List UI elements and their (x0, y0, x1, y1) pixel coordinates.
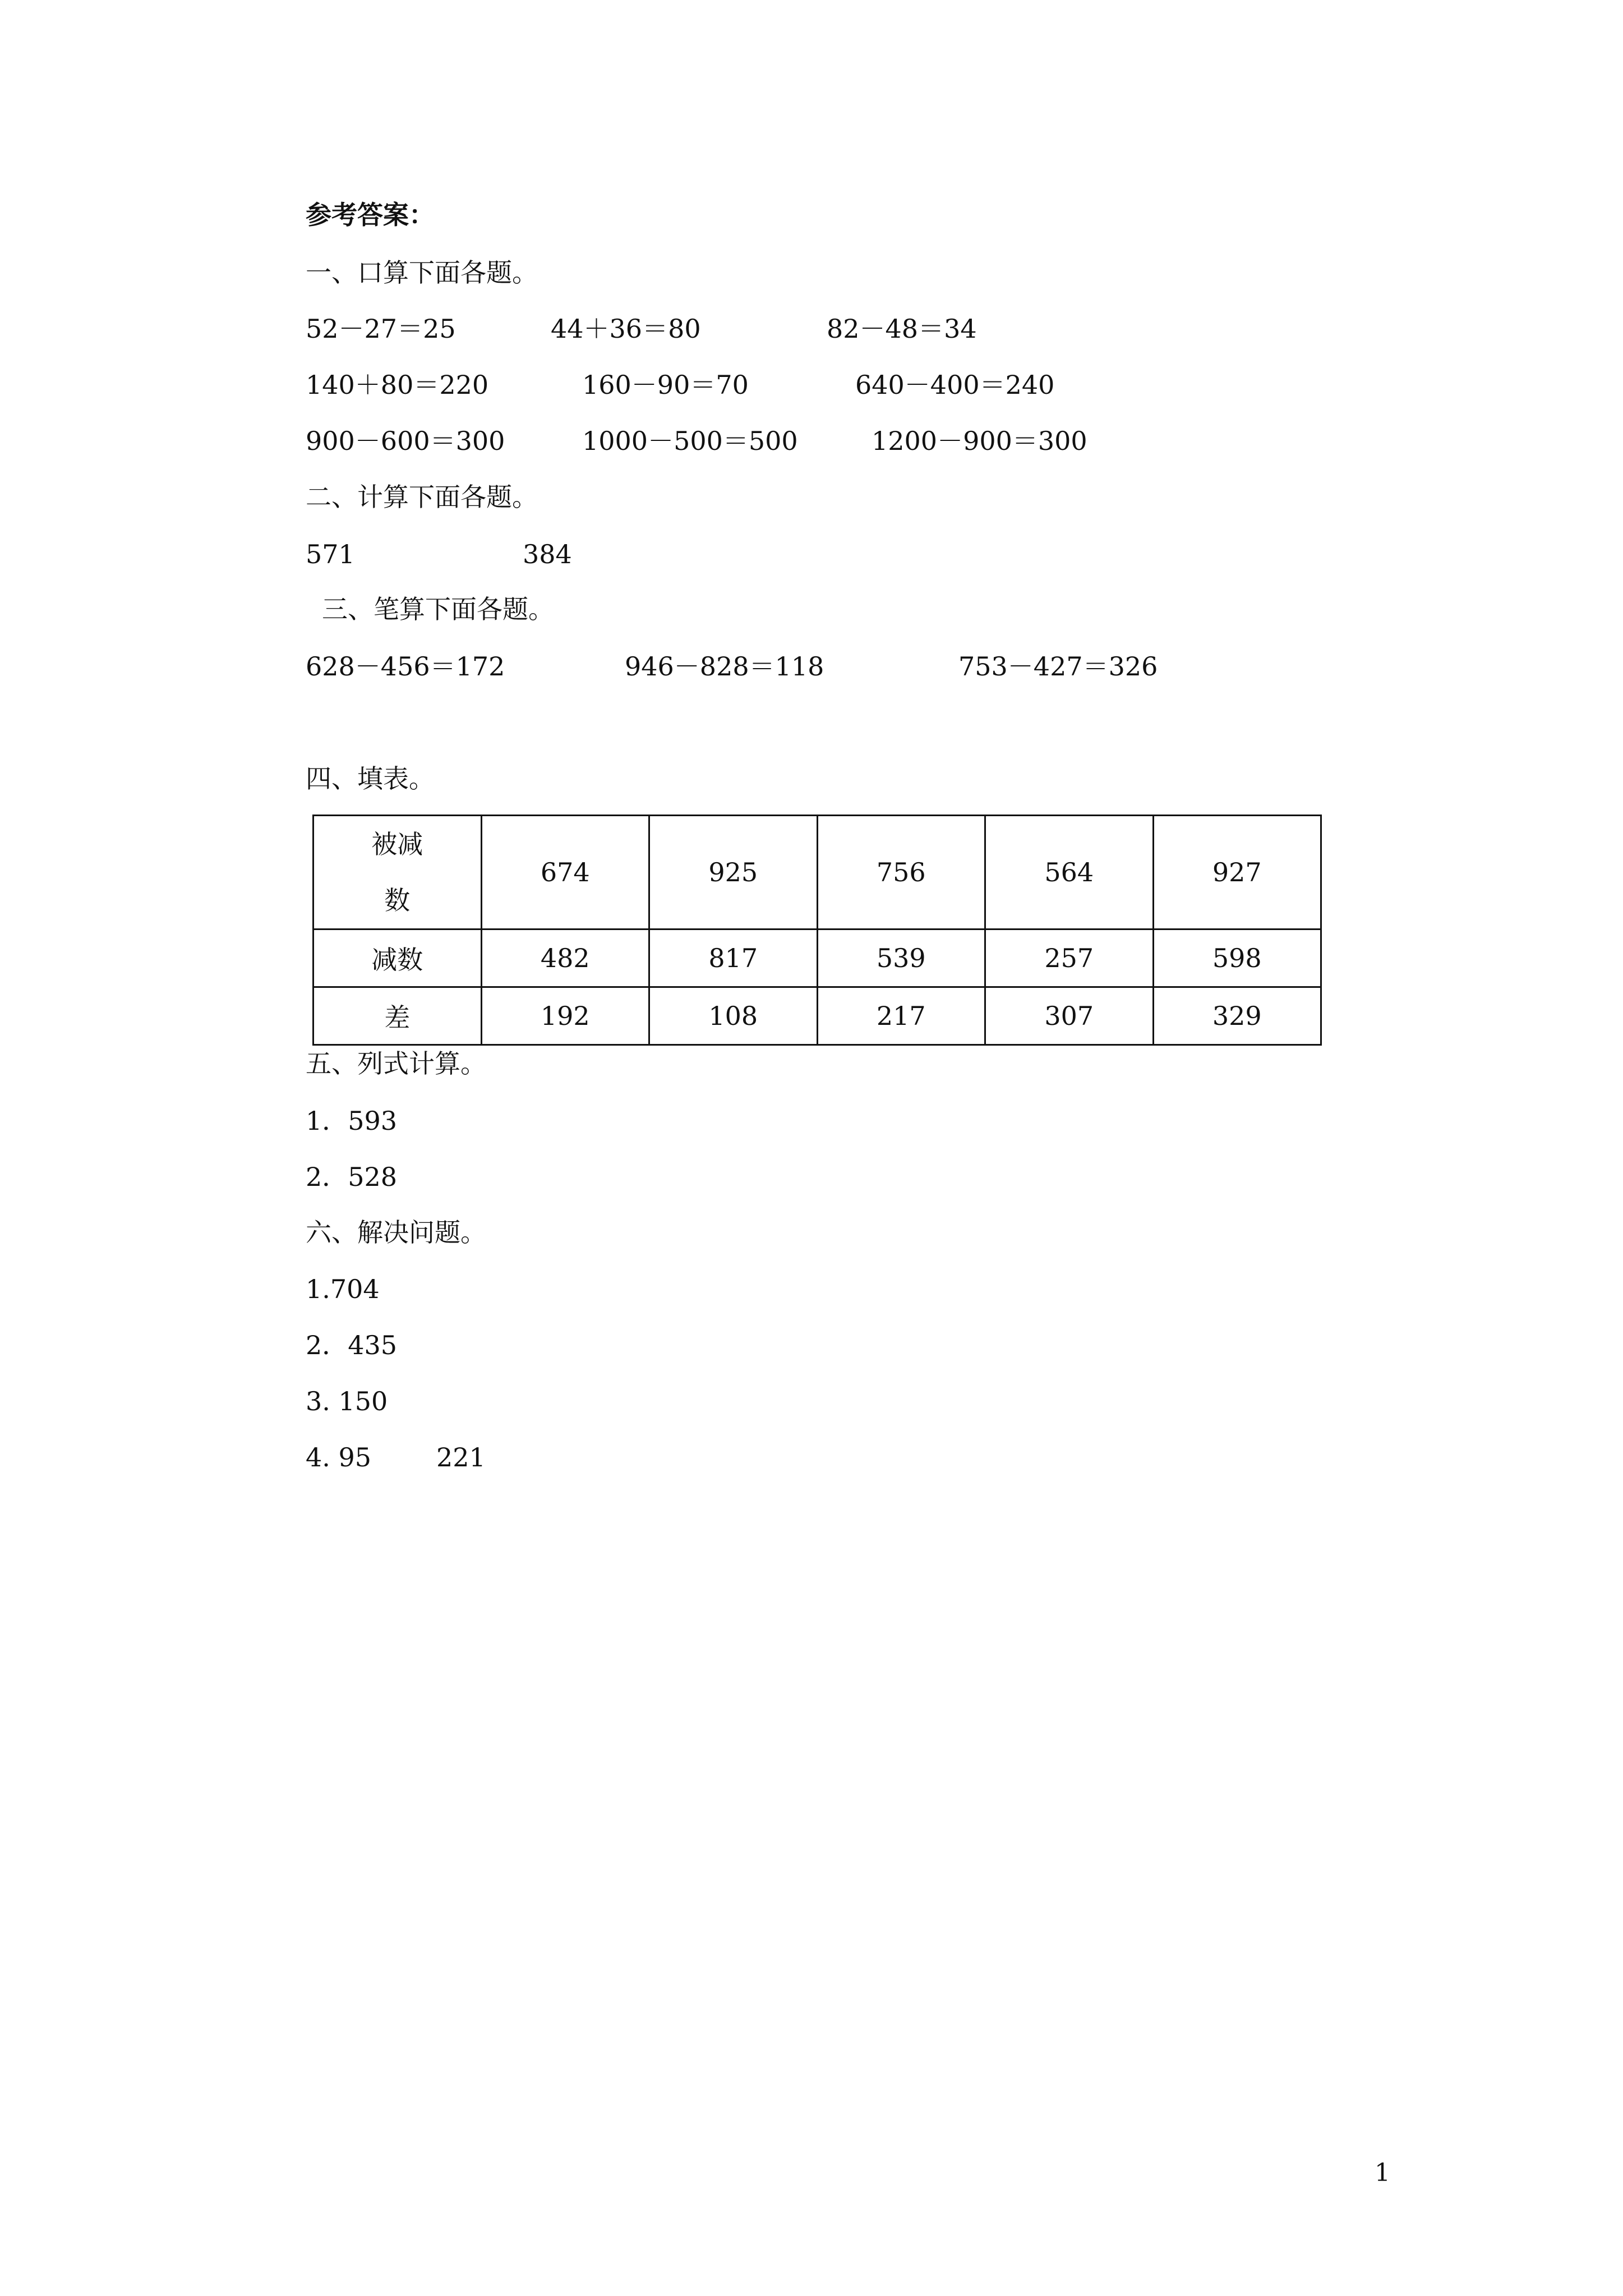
section-6-item-4-extra: 221 (436, 1442, 486, 1473)
table-cell: 257 (985, 930, 1154, 987)
calc-1-3: 82－48＝34 (827, 314, 977, 344)
section-3-item-3: 753－427＝326 (958, 651, 1158, 682)
table-cell: 482 (481, 930, 649, 987)
table-cell: 192 (481, 987, 649, 1045)
section-3-item-2: 946－828＝118 (625, 651, 824, 682)
page-number: 1 (1375, 2159, 1390, 2187)
table-cell: 217 (817, 987, 985, 1045)
section-6-heading: 六、解决问题。 (306, 1217, 486, 1248)
table-cell: 598 (1153, 930, 1321, 987)
title: 参考答案： (306, 200, 435, 230)
section-5-item-2: 2．528 (306, 1162, 398, 1192)
section-2-answer-2: 384 (523, 539, 572, 569)
table-cell: 927 (1153, 816, 1321, 930)
table-cell: 674 (481, 816, 649, 930)
section-6-item-4: 4. 95 (306, 1442, 372, 1473)
calc-2-1: 140＋80＝220 (306, 370, 489, 400)
table-cell: 329 (1153, 987, 1321, 1045)
table-cell: 307 (985, 987, 1154, 1045)
difference-header: 差 (313, 987, 482, 1045)
section-1-heading: 一、口算下面各题。 (306, 257, 538, 288)
section-6-item-3: 3. 150 (306, 1386, 388, 1416)
difference-row (313, 987, 1321, 1045)
minuend-header: 被减数 (313, 816, 482, 930)
minuend-row (313, 816, 1321, 930)
table-cell: 925 (649, 816, 818, 930)
section-2-heading: 二、计算下面各题。 (306, 482, 538, 512)
calc-2-3: 640－400＝240 (855, 370, 1055, 400)
calc-3-2: 1000－500＝500 (582, 426, 798, 456)
calc-3-3: 1200－900＝300 (872, 426, 1087, 456)
section-3-heading: 三、笔算下面各题。 (322, 594, 554, 624)
table-cell: 756 (817, 816, 985, 930)
subtrahend-header: 减数 (313, 930, 482, 987)
table-cell: 564 (985, 816, 1154, 930)
section-2-answer-1: 571 (306, 539, 355, 569)
calc-1-2: 44＋36＝80 (551, 314, 701, 344)
calc-2-2: 160－90＝70 (582, 370, 749, 400)
section-5-heading: 五、列式计算。 (306, 1048, 486, 1079)
table-cell: 539 (817, 930, 985, 987)
calc-1-1: 52－27＝25 (306, 314, 456, 344)
section-6-item-2: 2．435 (306, 1330, 398, 1360)
section-4-heading: 四、填表。 (306, 763, 435, 794)
section-3-item-1: 628－456＝172 (306, 651, 505, 682)
subtrahend-row (313, 930, 1321, 987)
table-cell: 108 (649, 987, 818, 1045)
calc-3-1: 900－600＝300 (306, 426, 505, 456)
section-5-item-1: 1．593 (306, 1106, 398, 1136)
fill-in-table (312, 815, 1322, 1046)
table-cell: 817 (649, 930, 818, 987)
section-6-item-1: 1.704 (306, 1274, 380, 1304)
